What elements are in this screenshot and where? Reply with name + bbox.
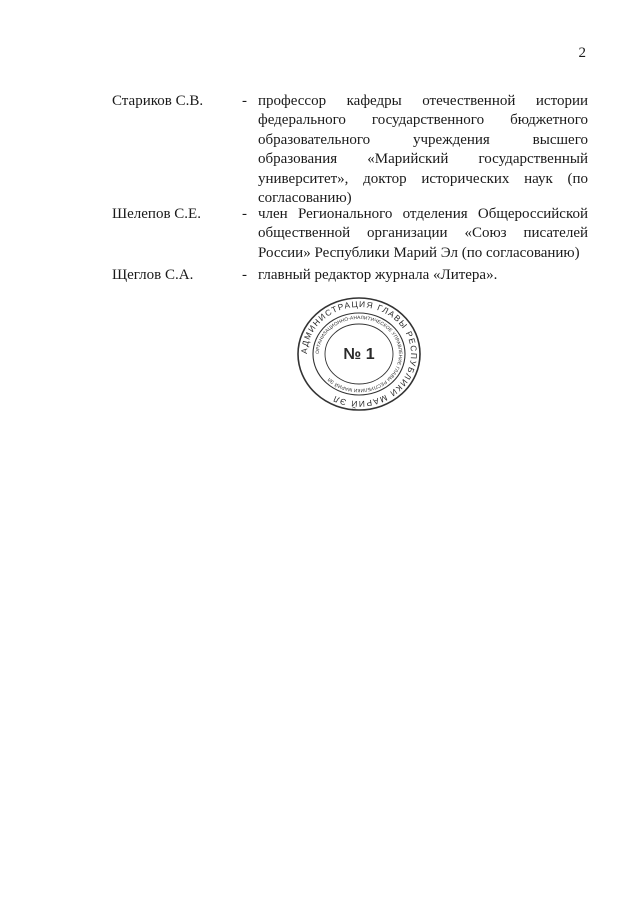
member-dash: - — [242, 267, 247, 283]
member-name: Щеглов С.А. — [112, 267, 194, 283]
member-name: Шелепов С.Е. — [112, 206, 201, 222]
member-description: главный редактор журнала «Литера». — [258, 267, 498, 283]
member-description: член Регионального отделения Общероссийской общественной организации «Союз писателей России» Республики Марий Эл (по согласованию) — [258, 206, 588, 261]
member-dash: - — [242, 93, 247, 109]
seal-inner-text: ОРГАНИЗАЦИОННО-АНАЛИТИЧЕСКОЕ УПРАВЛЕНИЕ ГЛАВЫ РЕСПУБЛИКИ МАРИЙ ЭЛ — [315, 315, 403, 393]
seal-stamp-icon — [296, 296, 422, 412]
member-name: Стариков С.В. — [112, 93, 204, 109]
seal-outer-text: АДМИНИСТРАЦИЯ ГЛАВЫ РЕСПУБЛИКИ МАРИЙ ЭЛ — [298, 298, 420, 410]
seal-number: № 1 — [343, 346, 375, 363]
page-number: 2 — [578, 45, 586, 61]
member-description: профессор кафедры отечественной истории федерального государственного бюджетного образовательного учреждения высшего образования «Марийский государственный университет», доктор исторических наук (по согласованию) — [258, 93, 588, 207]
official-seal — [296, 296, 422, 412]
member-dash: - — [242, 206, 247, 222]
